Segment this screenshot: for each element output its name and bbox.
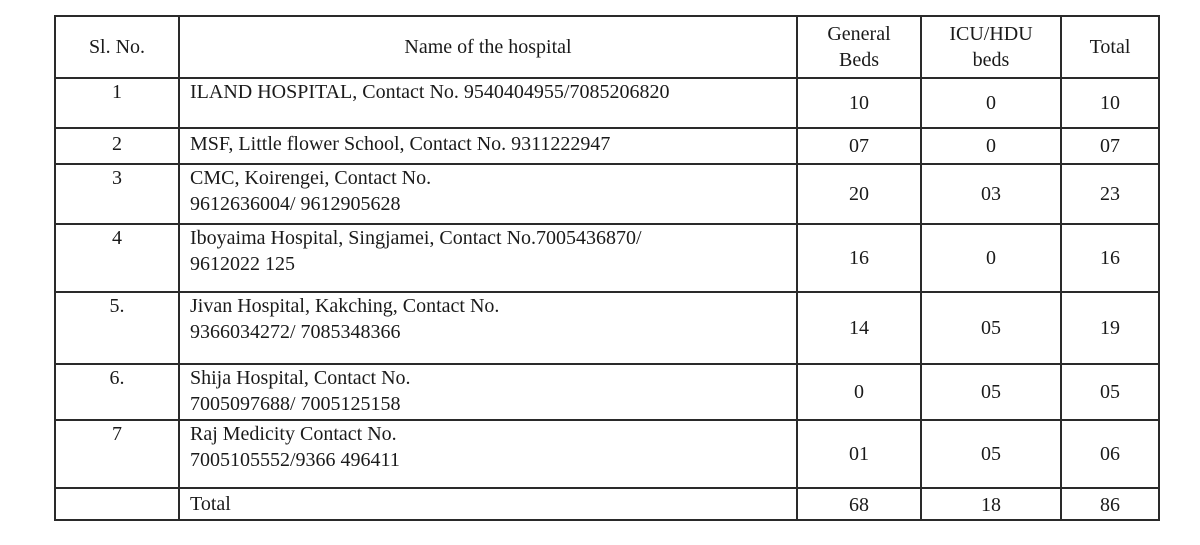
row-total: 10 (1061, 78, 1159, 128)
hospital-name-line: Shija Hospital, Contact No. (190, 367, 411, 389)
row-total: 19 (1061, 292, 1159, 364)
hospital-name-line: CMC, Koirengei, Contact No. (190, 167, 432, 189)
header-row (55, 16, 1159, 78)
row-general-beds: 16 (797, 224, 921, 292)
table-row (55, 420, 1159, 488)
hospital-contact-line: 9366034272/ 7085348366 (190, 321, 401, 343)
row-icu-beds: 0 (921, 128, 1061, 164)
hospital-name-line: MSF, Little flower School, Contact No. 9311222947 (190, 133, 611, 155)
row-total: 16 (1061, 224, 1159, 292)
row-sl-no: 5. (55, 292, 179, 364)
row-hospital-name (179, 224, 797, 292)
header-icu-line2: beds (972, 49, 1010, 71)
row-sl-no: 1 (55, 78, 179, 128)
table-row (55, 128, 1159, 164)
totals-row (55, 488, 1159, 520)
hospital-beds-table (54, 15, 1160, 521)
table-row (55, 164, 1159, 224)
header-sl-no: Sl. No. (55, 16, 179, 78)
row-icu-beds: 0 (921, 224, 1061, 292)
table-row (55, 224, 1159, 292)
hospital-contact-line: 7005097688/ 7005125158 (190, 393, 401, 415)
table-row (55, 292, 1159, 364)
totals-label: Total (179, 488, 797, 520)
totals-general-beds: 68 (797, 488, 921, 520)
totals-total: 86 (1061, 488, 1159, 520)
header-icu-hdu-beds (921, 16, 1061, 78)
hospital-name-line: Raj Medicity Contact No. (190, 423, 397, 445)
row-sl-no: 4 (55, 224, 179, 292)
row-hospital-name (179, 164, 797, 224)
row-total: 06 (1061, 420, 1159, 488)
row-hospital-name (179, 420, 797, 488)
row-general-beds: 0 (797, 364, 921, 420)
row-icu-beds: 05 (921, 420, 1061, 488)
row-sl-no: 2 (55, 128, 179, 164)
row-hospital-name (179, 78, 797, 128)
row-icu-beds: 05 (921, 292, 1061, 364)
row-icu-beds: 0 (921, 78, 1061, 128)
row-general-beds: 14 (797, 292, 921, 364)
row-sl-no: 7 (55, 420, 179, 488)
hospital-contact-line: 7005105552/9366 496411 (190, 449, 400, 471)
hospital-contact-line: 9612636004/ 9612905628 (190, 193, 401, 215)
row-hospital-name (179, 128, 797, 164)
row-general-beds: 10 (797, 78, 921, 128)
header-hospital-name: Name of the hospital (179, 16, 797, 78)
table-row (55, 364, 1159, 420)
totals-icu-beds: 18 (921, 488, 1061, 520)
header-icu-line1: ICU/HDU (949, 23, 1033, 45)
row-total: 07 (1061, 128, 1159, 164)
hospital-name-line: ILAND HOSPITAL, Contact No. 9540404955/7085206820 (190, 81, 670, 103)
header-general-line2: Beds (839, 49, 879, 71)
row-hospital-name (179, 364, 797, 420)
hospital-contact-line: 9612022 125 (190, 253, 295, 275)
header-general-beds (797, 16, 921, 78)
row-icu-beds: 05 (921, 364, 1061, 420)
hospital-name-line: Jivan Hospital, Kakching, Contact No. (190, 295, 500, 317)
row-general-beds: 20 (797, 164, 921, 224)
totals-sl-empty (55, 488, 179, 520)
row-general-beds: 01 (797, 420, 921, 488)
row-general-beds: 07 (797, 128, 921, 164)
row-total: 05 (1061, 364, 1159, 420)
header-total: Total (1061, 16, 1159, 78)
row-hospital-name (179, 292, 797, 364)
row-total: 23 (1061, 164, 1159, 224)
row-icu-beds: 03 (921, 164, 1061, 224)
table-row (55, 78, 1159, 128)
row-sl-no: 6. (55, 364, 179, 420)
hospital-name-line: Iboyaima Hospital, Singjamei, Contact No.7005436870/ (190, 227, 642, 249)
header-general-line1: General (827, 23, 891, 45)
row-sl-no: 3 (55, 164, 179, 224)
